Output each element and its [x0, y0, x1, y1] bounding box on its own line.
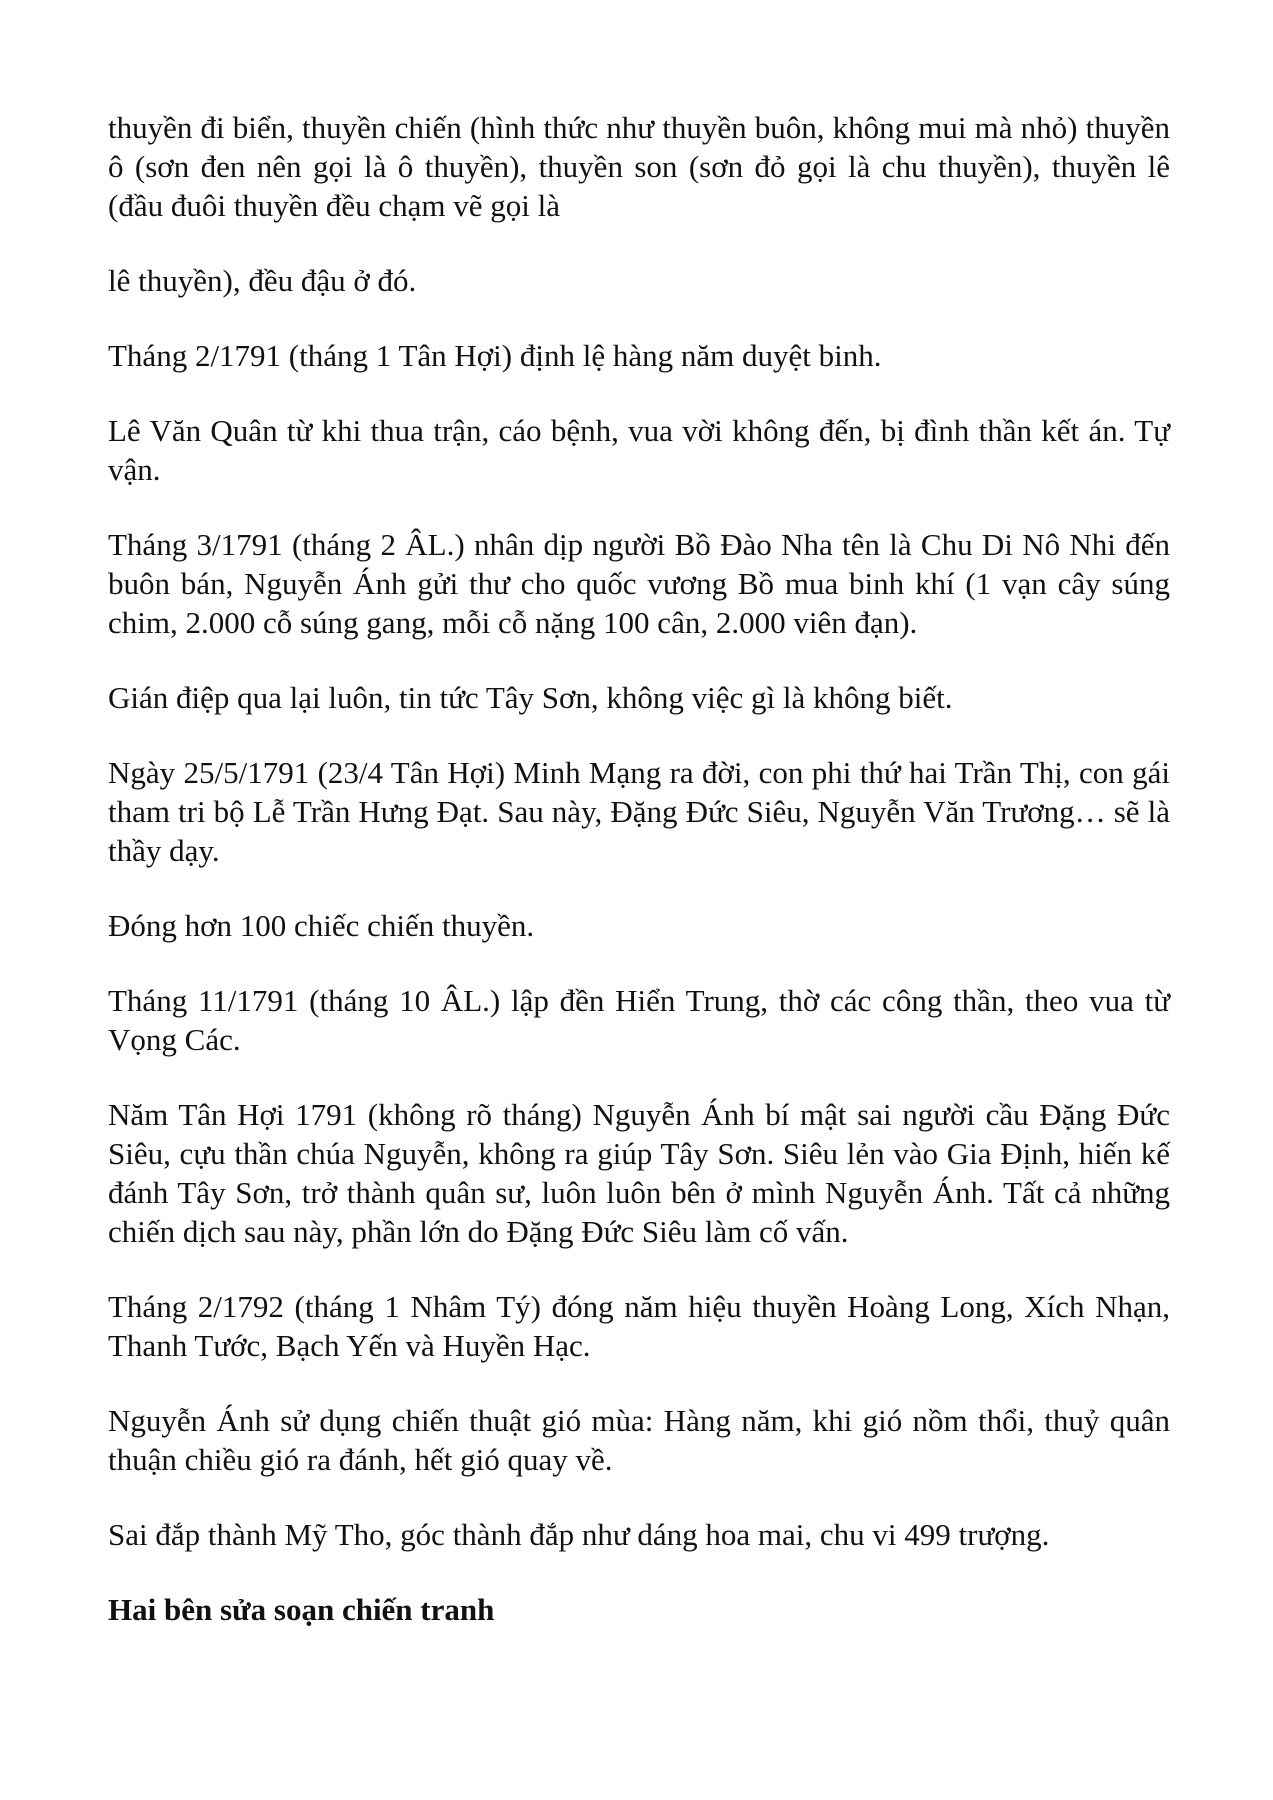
- paragraph-4: Lê Văn Quân từ khi thua trận, cáo bệnh, vua vời không đến, bị đình thần kết án. Tự vận.: [108, 413, 1170, 487]
- paragraph-7: Ngày 25/5/1791 (23/4 Tân Hợi) Minh Mạng ra đời, con phi thứ hai Trần Thị, con gái tham tri bộ Lễ Trần Hưng Đạt. Sau này, Đặng Đức Siêu, Nguyễn Văn Trương… sẽ là thầy dạy.: [108, 755, 1170, 868]
- section-heading: Hai bên sửa soạn chiến tranh: [108, 1592, 495, 1627]
- paragraph-12: Nguyễn Ánh sử dụng chiến thuật gió mùa: Hàng năm, khi gió nồm thổi, thuỷ quân thuận chiều gió ra đánh, hết gió quay về.: [108, 1403, 1170, 1477]
- paragraph-13: Sai đắp thành Mỹ Tho, góc thành đắp như dáng hoa mai, chu vi 499 trượng.: [108, 1517, 1050, 1552]
- paragraph-8: Đóng hơn 100 chiếc chiến thuyền.: [108, 908, 535, 943]
- paragraph-6: Gián điệp qua lại luôn, tin tức Tây Sơn, không việc gì là không biết.: [108, 680, 953, 715]
- paragraph-9: Tháng 11/1791 (tháng 10 ÂL.) lập đền Hiển Trung, thờ các công thần, theo vua từ Vọng Các.: [108, 983, 1170, 1057]
- paragraph-2: lê thuyền), đều đậu ở đó.: [108, 263, 417, 298]
- paragraph-11: Tháng 2/1792 (tháng 1 Nhâm Tý) đóng năm hiệu thuyền Hoàng Long, Xích Nhạn, Thanh Tước, Bạch Yến và Huyền Hạc.: [108, 1289, 1170, 1363]
- document-page: [108, 108, 1170, 1629]
- paragraph-3: Tháng 2/1791 (tháng 1 Tân Hợi) định lệ hàng năm duyệt binh.: [108, 338, 882, 373]
- paragraph-10: Năm Tân Hợi 1791 (không rõ tháng) Nguyễn Ánh bí mật sai người cầu Đặng Đức Siêu, cựu thần chúa Nguyễn, không ra giúp Tây Sơn. Siêu lẻn vào Gia Định, hiến kế đánh Tây Sơn, trở thành quân sư, luôn luôn bên ở mình Nguyễn Ánh. Tất cả những chiến dịch sau này, phần lớn do Đặng Đức Siêu làm cố vấn.: [108, 1097, 1170, 1249]
- paragraph-1: thuyền đi biển, thuyền chiến (hình thức như thuyền buôn, không mui mà nhỏ) thuyền ô (sơn đen nên gọi là ô thuyền), thuyền son (sơn đỏ gọi là chu thuyền), thuyền lê (đầu đuôi thuyền đều chạm vẽ gọi là: [108, 110, 1170, 223]
- paragraph-5: Tháng 3/1791 (tháng 2 ÂL.) nhân dịp người Bồ Đào Nha tên là Chu Di Nô Nhi đến buôn bán, Nguyễn Ánh gửi thư cho quốc vương Bồ mua binh khí (1 vạn cây súng chim, 2.000 cỗ súng gang, mỗi cỗ nặng 100 cân, 2.000 viên đạn).: [108, 527, 1170, 640]
